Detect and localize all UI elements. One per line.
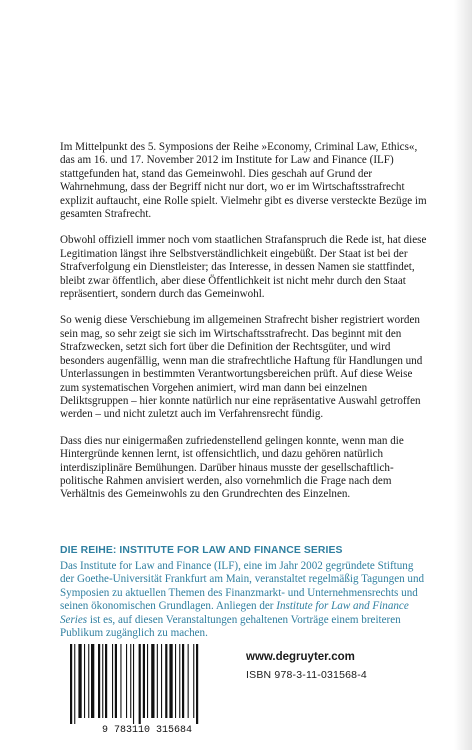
- barcode-bar: [169, 644, 172, 718]
- barcode-bar: [161, 644, 162, 718]
- barcode-bar: [179, 644, 180, 718]
- series-text-part-2: ist es, auf diesen Veranstaltungen gehaltenen Vorträge einem breiteren Publikum zugänglich zu machen.: [60, 613, 401, 640]
- barcode-bar: [70, 644, 72, 724]
- barcode-bar: [91, 644, 94, 718]
- series-heading: DIE REIHE: INSTITUTE FOR LAW AND FINANCE SERIES: [60, 545, 343, 556]
- barcode-bar: [182, 644, 184, 718]
- page-edge-shadow: [454, 0, 472, 750]
- barcode-bar: [196, 644, 198, 724]
- blurb-paragraph-1: Im Mittelpunkt des 5. Symposions der Reihe »Economy, Criminal Law, Ethics«, das am 16. und 17. November 2012 im Institute for Law and Finance (ILF) stattgefunden hat, stand das Gemeinwohl. Dies geschah auf Grund der Wahrnehmung, dass der Begriff nicht nur dort, wo er im Wirtschaftsstrafrecht explizit auftaucht, eine Rolle spielt. Vielmehr gibt es diverse versteckte Bezüge im gesamten Strafrecht.: [60, 141, 427, 221]
- publisher-url[interactable]: www.degruyter.com: [246, 651, 355, 663]
- barcode-bar: [143, 644, 145, 718]
- barcode-bar: [120, 644, 121, 718]
- blurb-paragraph-4: Dass dies nur einigermaßen zufriedenstellend gelingen konnte, wenn man die Hintergründe kennen lernt, ist offensichtlich, und dazu gehören natürlich interdisziplinäre Bemühungen. Darüber hinaus musste der gesellschaftlich-politische Rahmen anvisiert werden, also vornehmlich die Frage nach dem Verhältnis des Gemeinwohls zu den Grundrechten des Einzelnen.: [60, 434, 404, 501]
- barcode-bar: [98, 644, 100, 718]
- isbn: ISBN 978-3-11-031568-4: [246, 669, 367, 681]
- barcode-bar: [112, 644, 113, 718]
- blurb-paragraph-2: Obwohl offiziell immer noch vom staatlichen Strafanspruch die Rede ist, hat diese Legitimation längst ihre Selbstverständlichkeit eingebüßt. Der Staat ist bei der Strafverfolgung ein Dienstleister; das Interesse, in dessen Namen sie stattfindet, bleibt zwar öffentlich, aber diese Öffentlichkeit ist nicht mehr durch den Staat repräsentiert, sondern durch das Gemeinwohl.: [60, 234, 427, 301]
- blurb: [60, 141, 430, 515]
- barcode-bar: [151, 644, 154, 718]
- barcode-bar: [165, 644, 167, 718]
- barcode-digits: 9 783110 315684: [101, 725, 193, 735]
- barcode-bar: [88, 644, 89, 718]
- barcode: [60, 640, 235, 735]
- barcode-bar: [193, 644, 194, 718]
- blurb-paragraph-3: So wenig diese Verschiebung im allgemeinen Strafrecht bisher registriert worden sein mag, so sehr zeigt sie sich im Wirtschaftsstrafrecht. Das beginnt mit den Strafzwecken, setzt sich fort über die Definition der Rechtsgüter, und wird besonders augenfällig, wenn man die strafrechtliche Haftung für Handlungen und Unterlassungen in bestimmten Verantwortungsbereichen prüft. Auf diese Weise zum systematischen Vorgehen animiert, wird man dann bei einzelnen Deliktsgruppen – hier konnte natürlich nur eine repräsentative Auswahl getroffen werden – und nicht zuletzt auch im Verfahrensrecht fündig.: [60, 314, 423, 421]
- barcode-bar: [78, 644, 81, 718]
- barcode-bar: [126, 644, 127, 718]
- barcode-bar: [84, 644, 85, 718]
- barcode-bar: [130, 644, 131, 718]
- series-text-part-1: Das Institute for Law and Finance (ILF), eine im Jahr 2002 gegründete Stiftung der Goethe-Universität Frankfurt am Main, veranstaltet regelmäßig Tagungen und Symposien zu aktuellen Themen des Finanzmarkt- und Unternehmensrechts und seinen ökonomischen Grundlagen. Anliegen der: [60, 560, 425, 613]
- barcode-bar: [188, 644, 189, 718]
- barcode-bar: [139, 644, 141, 724]
- barcode-bar: [74, 644, 75, 724]
- barcode-bar: [147, 644, 148, 718]
- series-title-italic: Institute for Law and Finance Series: [60, 600, 409, 626]
- barcode-bar: [133, 644, 134, 724]
- barcode-bar: [175, 644, 176, 718]
- series-description: [60, 560, 430, 640]
- barcode-bar: [157, 644, 158, 718]
- barcode-bar: [102, 644, 103, 718]
- barcode-bar: [105, 644, 107, 718]
- barcode-bar: [115, 644, 117, 718]
